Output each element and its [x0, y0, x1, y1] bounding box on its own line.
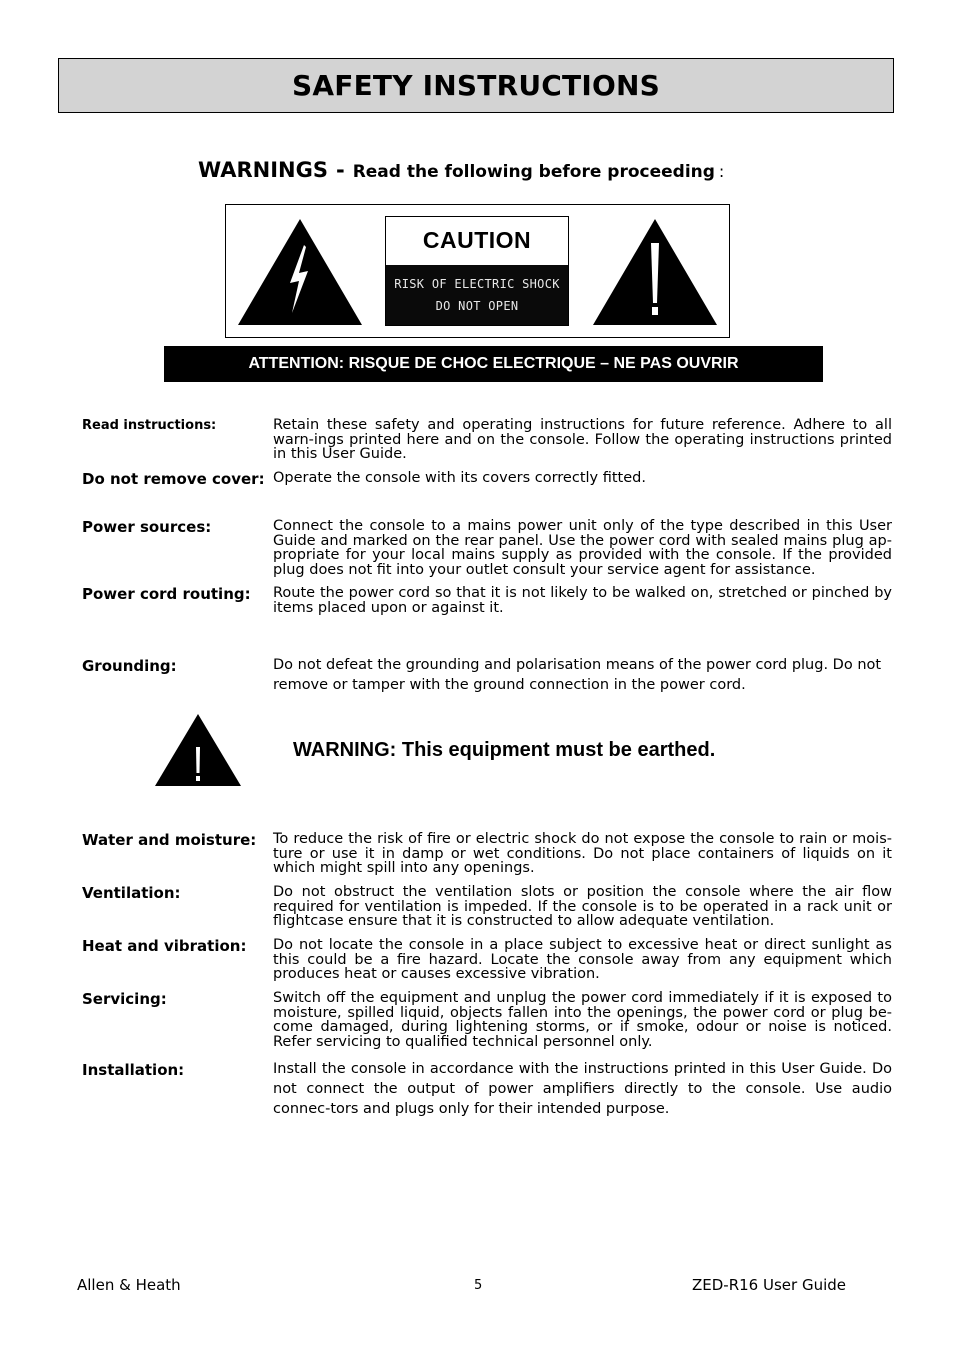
page-title-box — [58, 58, 894, 113]
label-read-instructions: Read instructions: — [82, 418, 217, 433]
caution-line-2: DO NOT OPEN — [435, 299, 519, 313]
warnings-heading — [198, 158, 724, 182]
earth-warning-text: WARNING: This equipment must be earthed. — [293, 739, 716, 761]
text-read-instructions: Retain these safety and operating instructions for future reference. Adhere to all warn-ings printed here and on the console. Follow the operating instructions printed in this User Guide. — [273, 417, 892, 462]
text-heat-and-vibration: Do not locate the console in a place subject to excessive heat or direct sunlight as this could be a fire hazard. Locate the console away from any equipment which produces heat or causes excessive vibration. — [273, 937, 892, 982]
attention-bar — [164, 346, 823, 382]
text-servicing: Switch off the equipment and unplug the power cord immediately if it is exposed to moisture, spilled liquid, objects fallen into the openings, the power cord or plug be-come damaged, during lightening storms, or if smoke, odour or noise is noticed. Refer servicing to qualified technical personnel only. — [273, 990, 892, 1050]
label-servicing: Servicing: — [82, 990, 167, 1008]
footer-guide-title: ZED-R16 User Guide — [692, 1276, 846, 1294]
caution-label-frame — [225, 204, 730, 338]
label-grounding: Grounding: — [82, 657, 177, 675]
text-installation: Install the console in accordance with the instructions printed in this User Guide. Do not connect the output of power amplifiers directly to the console. Use audio connec-tors and plugs only for their intended purpose. — [273, 1061, 892, 1117]
label-water-and-moisture: Water and moisture: — [82, 831, 257, 849]
attention-text: ATTENTION: RISQUE DE CHOC ELECTRIQUE – NE PAS OUVRIR — [248, 355, 739, 372]
label-installation: Installation: — [82, 1061, 185, 1079]
text-power-sources: Connect the console to a mains power unit only of the type described in this User Guide and marked on the rear panel. Use the power cord with sealed mains plug ap-propriate for your local mains supply as provided with the console. If the provided plug does not fit into your outlet consult your service agent for assistance. — [273, 518, 892, 578]
lightning-warning-icon — [236, 217, 364, 327]
text-power-cord-routing: Route the power cord so that it is not likely to be walked on, stretched or pinched by items placed upon or against it. — [273, 585, 892, 616]
footer-page-number: 5 — [474, 1278, 483, 1293]
label-heat-and-vibration: Heat and vibration: — [82, 937, 247, 955]
label-power-sources: Power sources: — [82, 518, 212, 536]
exclamation-warning-icon — [591, 217, 719, 327]
warnings-title: WARNINGS — [198, 158, 328, 182]
warnings-subtitle: Read the following before proceeding — [352, 162, 715, 182]
caution-panel — [385, 216, 569, 326]
label-do-not-remove-cover: Do not remove cover: — [82, 470, 265, 488]
caution-shock-notice — [386, 265, 568, 325]
text-water-and-moisture: To reduce the risk of fire or electric shock do not expose the console to rain or mois-ture or use it in damp or wet conditions. Do not place containers of liquids on it which might spill into any openings. — [273, 831, 892, 876]
caution-line-1: RISK OF ELECTRIC SHOCK — [394, 277, 560, 291]
warnings-colon: : — [718, 162, 725, 181]
text-do-not-remove-cover: Operate the console with its covers correctly fitted. — [273, 470, 646, 486]
label-ventilation: Ventilation: — [82, 884, 181, 902]
page-title: SAFETY INSTRUCTIONS — [292, 69, 660, 102]
warnings-dash: - — [335, 158, 345, 182]
footer-company: Allen & Heath — [77, 1276, 181, 1294]
label-power-cord-routing: Power cord routing: — [82, 585, 251, 603]
text-grounding: Do not defeat the grounding and polarisation means of the power cord plug. Do not remove or tamper with the ground connection in the power cord. — [273, 657, 882, 693]
earth-warning-icon — [154, 713, 242, 787]
caution-word: CAUTION — [422, 226, 532, 253]
text-ventilation: Do not obstruct the ventilation slots or position the console where the air flow required for ventilation is impeded. If the console is to be operated in a rack unit or flightcase ensure that it is constructed to allow adequate ventilation. — [273, 884, 892, 929]
